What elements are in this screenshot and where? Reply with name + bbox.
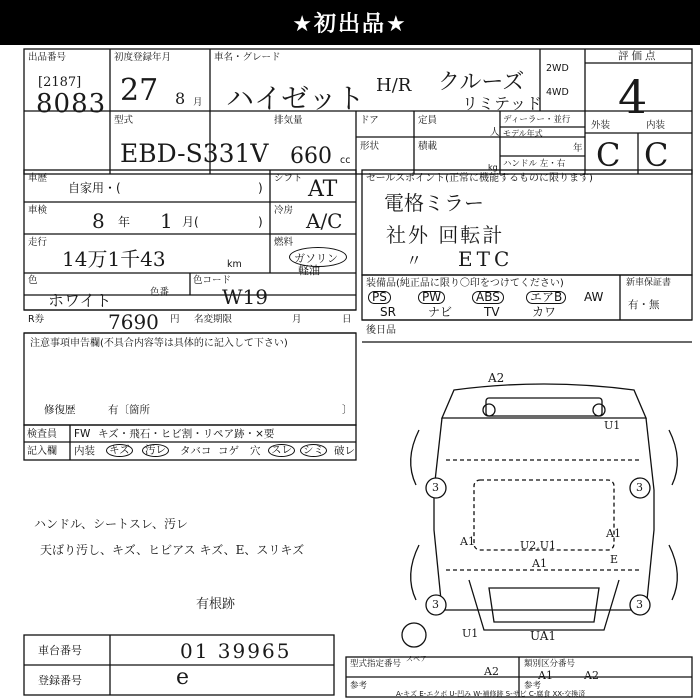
inspector-label: 検査員 (27, 429, 57, 440)
drive-4wd: 4WD (546, 87, 569, 98)
sales-point-3-ditto: 〃 (406, 251, 423, 270)
inspection-month: 1 (160, 209, 173, 233)
name-change-day: 日 (342, 314, 352, 325)
interior-term-dirt: 汚レ (142, 444, 169, 457)
mark-right-front-door: U1 (604, 419, 621, 432)
recycle-label: R券 (28, 314, 45, 325)
new-car-warranty-value: 有・無 (628, 299, 660, 311)
interior-grade: C (644, 136, 669, 174)
type-designation-label: 型式指定番号 (350, 659, 402, 669)
interior-label: 内装 (646, 120, 666, 131)
equip-abs: ABS (472, 291, 504, 304)
mark-left-front-wheel: 3 (432, 481, 439, 494)
usage-close: ) (258, 181, 263, 195)
equip-aw: AW (584, 290, 604, 304)
reference-1: 参考 (350, 681, 368, 691)
first-registration-month: 8 (175, 89, 186, 108)
interior-term-tear: 破レ (334, 445, 355, 457)
auction-sheet (0, 45, 700, 700)
mark-right-side: A1 (606, 527, 621, 540)
equip-navi: ナビ (428, 305, 453, 319)
month-unit: 月 (193, 97, 203, 108)
grade-line2: リミテッド (462, 94, 543, 113)
interior-term-wear: スレ (268, 444, 295, 457)
chassis-number-value: 01 39965 (180, 639, 292, 663)
mark-roof: U2,U1 (520, 539, 557, 552)
sales-point-3: ETC (458, 247, 514, 271)
color-label: 色 (28, 275, 38, 286)
load-label: 積載 (418, 141, 438, 152)
shift-label: シフト (274, 173, 303, 184)
chassis-number-label: 車台番号 (38, 644, 82, 657)
exterior-grade: C (596, 136, 621, 174)
repair-history-value: 有〔箇所 (108, 404, 150, 416)
interior-term-hole: 穴 (250, 445, 261, 457)
usage-label: 車歴 (28, 173, 48, 184)
usage-value: 自家用・( (68, 181, 121, 195)
score-label: 評価点 (618, 50, 659, 62)
name-change-label: 名変期限 (194, 314, 233, 325)
km-unit: km (227, 259, 242, 270)
kg-unit: kg (488, 163, 498, 172)
fuel-value: ガソリン (294, 252, 338, 265)
displacement-value: 660 (290, 144, 332, 169)
inspection-year-unit: 年 (118, 215, 131, 229)
repair-history-close: 〕 (342, 404, 353, 416)
equip-ps: PS (368, 291, 391, 304)
new-car-warranty-label: 新車保証書 (626, 278, 672, 288)
ac-label: 冷房 (274, 205, 294, 216)
inspector-exterior-terms: キズ・飛石・ヒビ割・リペア跡・×要 (98, 428, 275, 440)
car-name-hr: H/R (376, 75, 412, 96)
mark-left-rear: U1 (462, 627, 479, 640)
door-label: ドア (360, 115, 379, 126)
yen-unit: 円 (170, 314, 180, 325)
lot-number-label: 出品番号 (28, 52, 67, 63)
equip-leather: カワ (532, 305, 557, 319)
mark-right-rear-wheel: 3 (636, 598, 643, 611)
ac-value: A/C (306, 209, 343, 233)
color-value: ホワイト (48, 291, 112, 310)
mileage-label: 走行 (28, 237, 48, 248)
reference-2: 参考 (524, 681, 542, 691)
shift-value: AT (308, 177, 338, 202)
inspector-entry-label: 記入欄 (27, 446, 57, 457)
recycle-value: 7690 (108, 310, 159, 334)
color-code-label: 色コード (193, 275, 232, 286)
car-damage-diagram (394, 370, 694, 650)
handle-label: ハンドル 左・右 (503, 159, 566, 169)
after-items-label: 後日品 (366, 325, 396, 336)
capacity-label: 定員 (418, 115, 438, 126)
inspection-close: ) (258, 215, 263, 229)
fuel-alt: 軽油 (298, 264, 320, 277)
inspection-month-unit: 月( (182, 215, 199, 229)
registration-number-label: 登録番号 (38, 674, 82, 687)
banner-first-listing: ★初出品★ (0, 0, 700, 45)
interior-term-stain: シミ (300, 444, 327, 457)
sales-point-1: 電格ミラー (384, 191, 484, 215)
fuel-label: 燃料 (274, 237, 294, 248)
equip-sr: SR (380, 305, 396, 319)
remark-line-1: ハンドル、シートスレ、汚レ (34, 517, 188, 531)
mark-right-front-wheel: 3 (636, 481, 643, 494)
mark-bottom-right: A2 (584, 669, 599, 682)
interior-term-tobacco: タバコ (180, 445, 212, 457)
class-designation-label: 類別区分番号 (524, 659, 576, 669)
sales-point-2: 社外 回転計 (386, 223, 505, 247)
exterior-label: 外装 (591, 120, 611, 131)
color-code-value: W19 (222, 285, 269, 309)
model-label: 型式 (114, 115, 134, 126)
mark-front: A2 (488, 371, 505, 385)
mark-right-side-e: E (610, 553, 619, 566)
lot-number: 8083 (36, 89, 107, 119)
interior-term-burn: コゲ (218, 445, 239, 457)
equipment-label: 装備品(純正品に限り〇印をつけてください) (366, 278, 564, 289)
mark-left-rear-wheel: 3 (432, 598, 439, 611)
remark-line-2: 天ばり汚し、キズ、ヒビアス キズ、E、スリキズ (40, 543, 305, 557)
shape-label: 形状 (360, 141, 380, 152)
mark-rear-glass: UA1 (530, 629, 557, 643)
first-registration-label: 初度登録年月 (114, 52, 172, 63)
first-registration-year: 27 (120, 73, 159, 108)
displacement-label: 排気量 (274, 115, 303, 126)
inspector-interior: 内装 (74, 445, 95, 457)
car-name: ハイゼット (226, 82, 365, 115)
inspector-fw: FW (74, 428, 91, 440)
mark-bottom-center: A1 (538, 669, 553, 682)
sales-points-label: セールスポイント(正常に機能するものに限ります) (366, 173, 593, 184)
name-change-month: 月 (292, 314, 302, 325)
equip-tv: TV (484, 305, 500, 319)
remark-line-3: 有根跡 (196, 597, 236, 612)
model-year-label: モデル年式 (503, 129, 543, 138)
equip-pw: PW (418, 291, 445, 304)
person-unit: 人 (490, 127, 500, 138)
score-value: 4 (618, 70, 648, 124)
model-value: EBD-S331V (120, 139, 269, 168)
mark-bottom-left: A2 (484, 665, 499, 678)
grade-line1: クルーズ (438, 70, 525, 95)
registration-number-value: e (176, 665, 190, 690)
fuel-circle-mark (289, 247, 347, 267)
mileage-value: 14万1千43 (62, 247, 166, 271)
spare-tire-label: スペア (406, 655, 427, 663)
cc-unit: cc (340, 155, 351, 166)
car-name-label: 車名・グレード (214, 52, 281, 63)
notes-label: 注意事項申告欄(不具合内容等は具体的に記入して下さい) (30, 338, 288, 349)
inspection-label: 車検 (28, 205, 48, 216)
lot-number-small: [2187] (38, 75, 82, 90)
interior-term-scratch: キズ (106, 444, 133, 457)
equip-airbag: エアB (526, 291, 566, 304)
mark-left-side: A1 (460, 535, 475, 548)
dealer-label: ディーラー・並行 (503, 115, 571, 125)
repair-history-label: 修復歴 (44, 404, 76, 416)
damage-legend: A-キズ E-エクボ U-凹み W-補修跡 S-サビ C-腐食 XX-交換済 (396, 690, 586, 698)
drive-2wd: 2WD (546, 63, 569, 74)
mark-roof-sub: A1 (532, 557, 547, 570)
inspection-year: 8 (92, 209, 105, 233)
color-number-label: 色番 (150, 287, 170, 298)
year-unit: 年 (573, 143, 583, 154)
